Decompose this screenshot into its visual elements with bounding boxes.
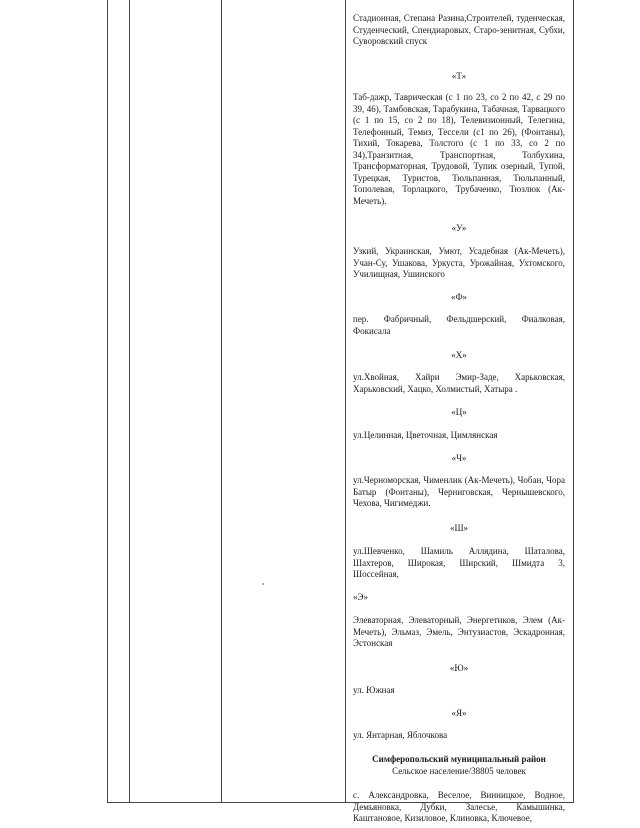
column-divider-1 xyxy=(129,0,130,802)
streets-ts: ул.Целинная, Цветочная, Цимлянская xyxy=(353,430,498,440)
district-villages: с. Александровка, Веселое, Винницкое, Водное, Демьяновка, Дубки, Залесье, Камышинка, Каштановое, Кизиловое, Клиновка, Ключевое, xyxy=(353,790,565,823)
letter-heading-ch: «Ч» xyxy=(451,453,467,463)
letter-heading-h: «Х» xyxy=(451,350,467,360)
district-title: Симферопольский муниципальный район xyxy=(372,754,546,764)
letter-heading-e: «Э» xyxy=(353,592,368,602)
streets-ya: ул. Янтарная, Яблочкова xyxy=(353,730,448,740)
column-divider-2 xyxy=(221,0,222,802)
letter-heading-f: «Ф» xyxy=(450,292,468,302)
district-population: Сельское население/38805 человек xyxy=(392,766,526,776)
letter-heading-u: «У» xyxy=(451,223,467,233)
streets-s-continued: Стадионная, Степана Разина,Строителей, туденческая, Студенческий, Спендиаровых, Старо-зенитная, Субхи, Суворовский спуск xyxy=(353,13,565,46)
letter-heading-t: «Т» xyxy=(451,71,467,81)
column-divider-3 xyxy=(345,0,346,802)
streets-f: пер. Фабричный, Фельдшерский, Фиалковая, Фокисала xyxy=(353,314,565,336)
scan-artifact xyxy=(262,583,264,585)
streets-h: ул.Хвойная, Хайри Эмир-Заде, Харьковская, Харьковский, Хацко, Холмистый, Хатыра . xyxy=(353,372,565,394)
street-list-cell xyxy=(353,13,565,826)
streets-u: Узкий, Украинская, Умют, Усадебная (Ак-Мечеть), Учан-Су, Ушакова, Уркуста, Урожайная, Ухтомского, Училищная, Ушинского xyxy=(353,246,565,279)
streets-e: Элеваторная, Элеваторный, Энергетиков, Элем (Ак-Мечеть), Эльмаз, Эмель, Энтузиастов, Эскадронная, Эстонская xyxy=(353,615,565,648)
streets-yu: ул. Южная xyxy=(353,685,395,695)
letter-heading-yu: «Ю» xyxy=(449,663,469,673)
letter-heading-ts: «Ц» xyxy=(451,407,467,417)
letter-heading-sh: «Ш» xyxy=(449,523,469,533)
streets-ch: ул.Черноморская, Чименлик (Ак-Мечеть), Чобан, Чора Батыр (Фонтаны), Черниговская, Чернышевского, Чехова, Чигимеджи. xyxy=(353,475,565,508)
streets-sh: ул.Шевченко, Шамиль Аллядина, Шаталова, Шахтеров, Широкая, Ширский, Шмидта 3, Шоссейная, xyxy=(353,546,565,579)
streets-t: Таб-дажр, Таврическая (с 1 по 23, со 2 по 42, с 29 по 39, 46), Тамбовская, Тарабукина, Табачная, Тарвацкого (с 1 по 15, со 2 по 18), Телевизионный, Телегина, Телефонный, Темиз, Тессели (с1 по 26), (Фонтаны), Тихий, Токарева, Толстого (с 1 по 33, со 2 по 34),Транзитная, Транспортная, Толбухина, Трансформаторная, Трудовой, Тупик озерный, Тупой, Турецкая, Туристов, Тюльпанная, Тюльпанный, Тополевая, Торлацкого, Трубаченко, Тюзлюк (Ак- Мечеть). xyxy=(353,92,565,206)
letter-heading-ya: «Я» xyxy=(451,708,467,718)
